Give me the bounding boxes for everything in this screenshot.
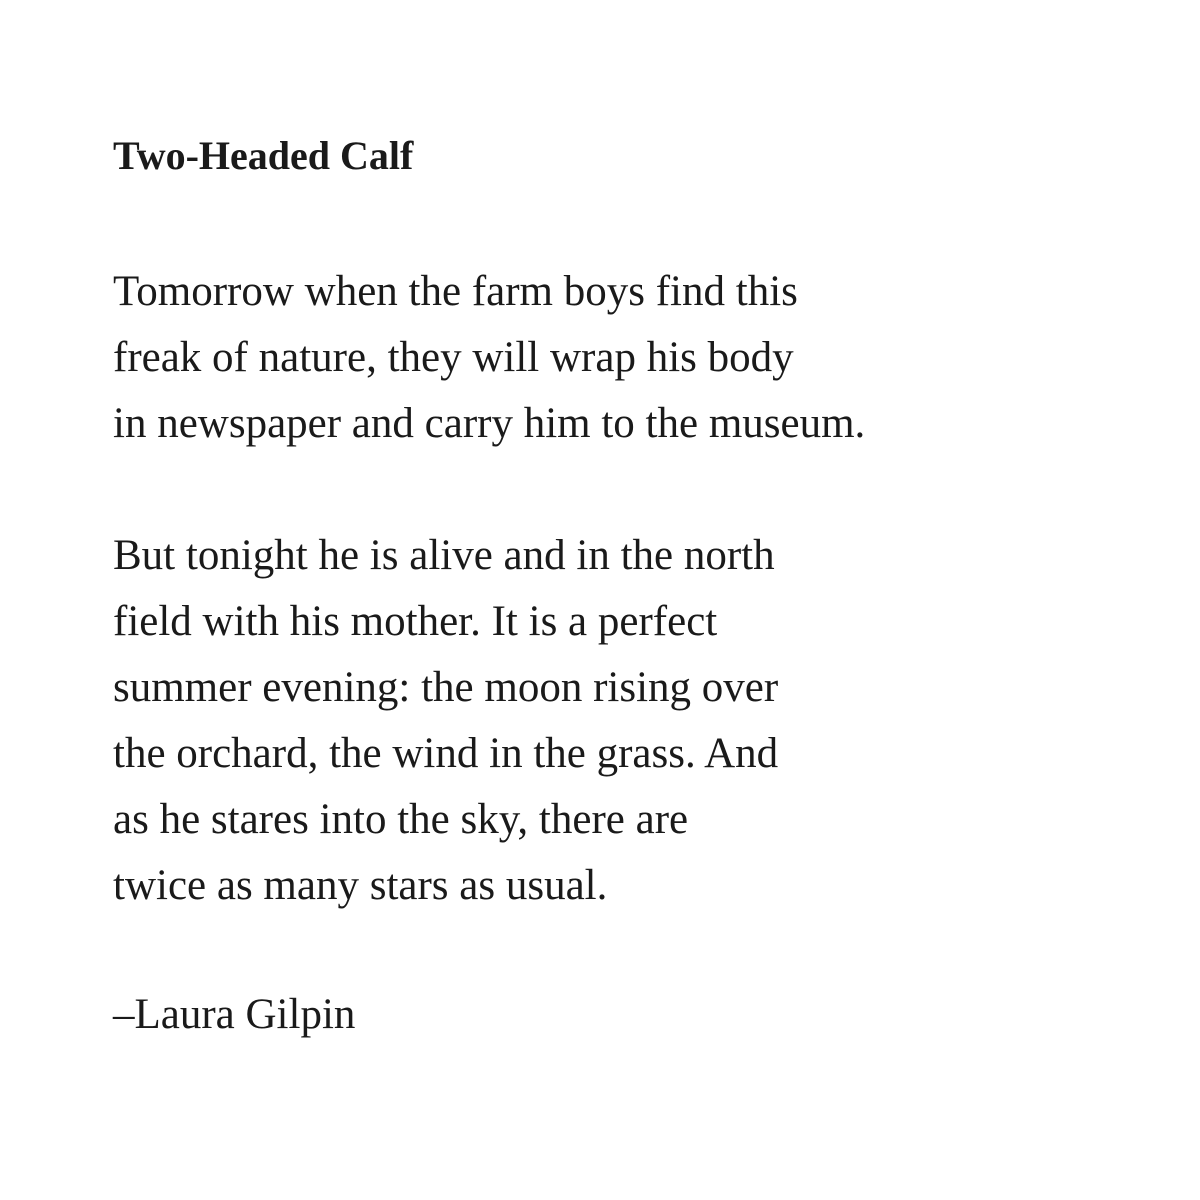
poem-line: freak of nature, they will wrap his body	[113, 334, 794, 381]
poem-line: field with his mother. It is a perfect	[113, 598, 718, 645]
poem-line: in newspaper and carry him to the museum.	[113, 400, 866, 447]
poem-line: as he stares into the sky, there are	[113, 796, 689, 843]
poem-line: summer evening: the moon rising over	[113, 664, 779, 711]
poem-line: Tomorrow when the farm boys find this	[113, 268, 798, 315]
stanza-2	[113, 523, 778, 919]
poem-attribution: –Laura Gilpin	[113, 991, 356, 1038]
poem-title: Two-Headed Calf	[113, 133, 414, 178]
stanza-1	[113, 259, 865, 457]
poem-line: twice as many stars as usual.	[113, 862, 608, 909]
poem-line: the orchard, the wind in the grass. And	[113, 730, 779, 777]
poem-line: But tonight he is alive and in the north	[113, 532, 775, 579]
